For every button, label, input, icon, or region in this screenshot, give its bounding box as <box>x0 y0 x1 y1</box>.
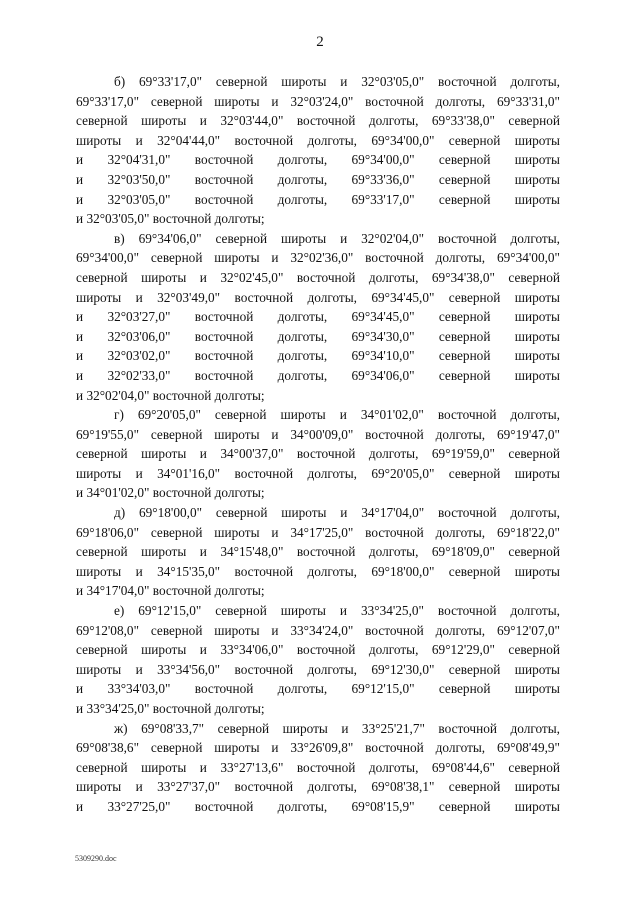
paragraph-zh <box>76 719 560 817</box>
text-line: широты и 34°01'16,0" восточной долготы, 69°20'05,0" северной широты <box>76 465 560 481</box>
text-line: северной широты и 33°34'06,0" восточной долготы, 69°12'29,0" северной <box>76 642 560 658</box>
text-line: и 32°04'31,0" восточной долготы, 69°34'00,0" северной широты <box>76 152 560 168</box>
text-line: ж) 69°08'33,7" северной широты и 33°25'21,7" восточной долготы, <box>114 720 560 736</box>
text-line: и 33°34'03,0" восточной долготы, 69°12'15,0" северной широты <box>76 681 560 697</box>
text-line: и 33°27'25,0" восточной долготы, 69°08'15,9" северной широты <box>76 798 560 814</box>
text-line: 69°08'38,6" северной широты и 33°26'09,8" восточной долготы, 69°08'49,9" <box>76 740 560 756</box>
paragraph-d <box>76 503 560 601</box>
paragraph-v <box>76 229 560 405</box>
text-line: в) 69°34'06,0" северной широты и 32°02'04,0" восточной долготы, <box>114 230 560 246</box>
text-line: и 33°34'25,0" восточной долготы; <box>76 701 265 716</box>
text-line: и 32°03'05,0" восточной долготы, 69°33'17,0" северной широты <box>76 191 560 207</box>
text-line: 69°33'17,0" северной широты и 32°03'24,0" восточной долготы, 69°33'31,0" <box>76 93 560 109</box>
text-line: и 32°03'50,0" восточной долготы, 69°33'36,0" северной широты <box>76 171 560 187</box>
paragraph-e <box>76 601 560 719</box>
page-number: 2 <box>316 34 324 50</box>
text-line: северной широты и 32°03'44,0" восточной долготы, 69°33'38,0" северной <box>76 113 560 129</box>
text-line: северной широты и 34°00'37,0" восточной долготы, 69°19'59,0" северной <box>76 446 560 462</box>
text-line: северной широты и 32°02'45,0" восточной долготы, 69°34'38,0" северной <box>76 269 560 285</box>
paragraph-g <box>76 405 560 503</box>
text-line: и 32°03'05,0" восточной долготы; <box>76 211 265 227</box>
text-line: г) 69°20'05,0" северной широты и 34°01'02,0" восточной долготы, <box>114 407 560 423</box>
text-line: 69°34'00,0" северной широты и 32°02'36,0" восточной долготы, 69°34'00,0" <box>76 250 560 266</box>
text-line: и 34°01'02,0" восточной долготы; <box>76 485 265 501</box>
text-line: д) 69°18'00,0" северной широты и 34°17'04,0" восточной долготы, <box>114 505 560 521</box>
text-line: широты и 32°03'49,0" восточной долготы, 69°34'45,0" северной широты <box>76 289 560 305</box>
text-line: широты и 32°04'44,0" восточной долготы, 69°34'00,0" северной широты <box>76 132 560 148</box>
text-line: и 34°17'04,0" восточной долготы; <box>76 583 265 599</box>
paragraph-b <box>76 72 560 229</box>
text-line: и 32°03'27,0" восточной долготы, 69°34'45,0" северной широты <box>76 309 560 325</box>
document-body <box>76 72 560 817</box>
text-line: б) 69°33'17,0" северной широты и 32°03'05,0" восточной долготы, <box>114 74 560 89</box>
text-line: широты и 33°27'37,0" восточной долготы, 69°08'38,1" северной широты <box>76 779 560 795</box>
text-line: и 32°02'04,0" восточной долготы; <box>76 387 265 403</box>
text-line: и 32°03'02,0" восточной долготы, 69°34'10,0" северной широты <box>76 348 560 364</box>
text-line: 69°12'08,0" северной широты и 33°34'24,0" восточной долготы, 69°12'07,0" <box>76 622 560 638</box>
text-line: широты и 34°15'35,0" восточной долготы, 69°18'00,0" северной широты <box>76 563 560 579</box>
text-line: и 32°03'06,0" восточной долготы, 69°34'30,0" северной широты <box>76 328 560 344</box>
text-line: северной широты и 34°15'48,0" восточной долготы, 69°18'09,0" северной <box>76 544 560 560</box>
text-line: северной широты и 33°27'13,6" восточной долготы, 69°08'44,6" северной <box>76 759 560 775</box>
file-name-footer: 5309290.doc <box>75 854 117 863</box>
text-line: и 32°02'33,0" восточной долготы, 69°34'06,0" северной широты <box>76 367 560 383</box>
text-line: широты и 33°34'56,0" восточной долготы, 69°12'30,0" северной широты <box>76 661 560 677</box>
text-line: 69°18'06,0" северной широты и 34°17'25,0" восточной долготы, 69°18'22,0" <box>76 524 560 540</box>
text-line: 69°19'55,0" северной широты и 34°00'09,0" восточной долготы, 69°19'47,0" <box>76 426 560 442</box>
text-line: е) 69°12'15,0" северной широты и 33°34'25,0" восточной долготы, <box>114 603 560 619</box>
